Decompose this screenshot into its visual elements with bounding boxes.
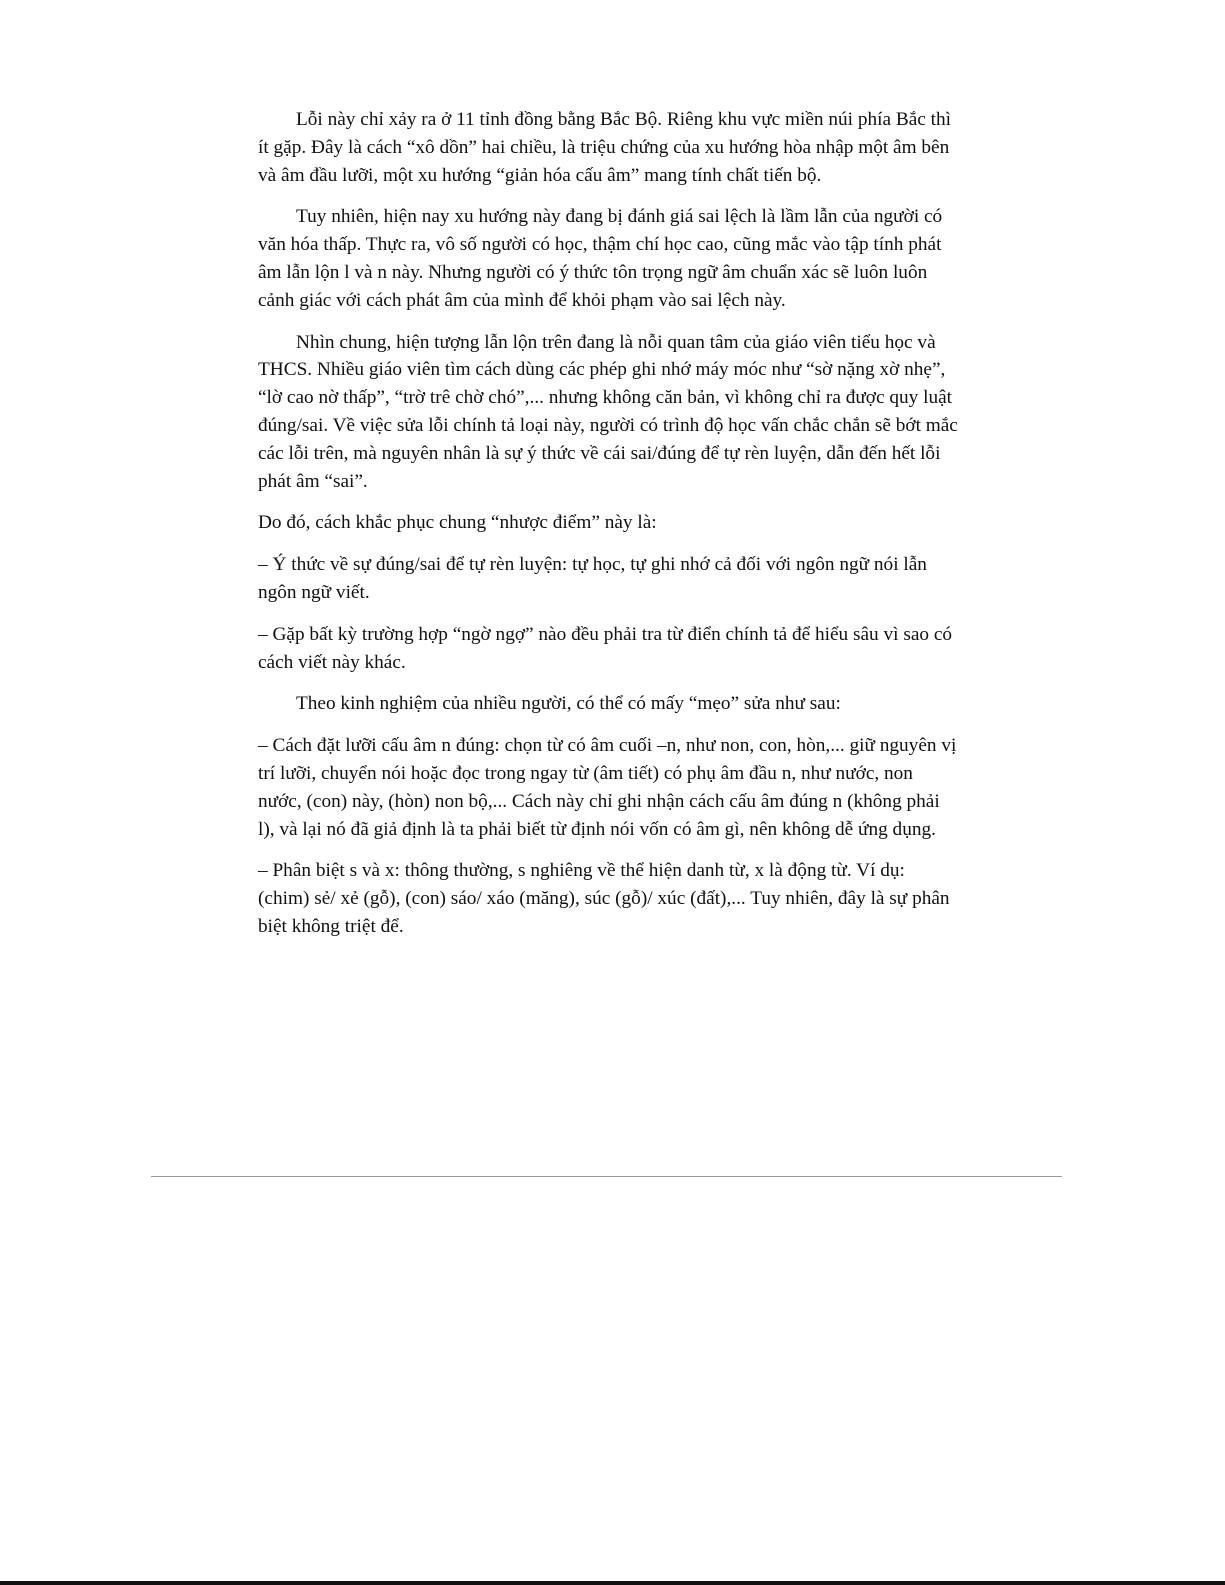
paragraph-5: – Ý thức về sự đúng/sai để tự rèn luyện: tự học, tự ghi nhớ cả đối với ngôn ngữ nói lẫn ngôn ngữ viết. bbox=[258, 554, 927, 603]
footer-divider bbox=[151, 1176, 1062, 1177]
paragraph-2: Tuy nhiên, hiện nay xu hướng này đang bị đánh giá sai lệch là lầm lẫn của người có văn hóa thấp. Thực ra, vô số người có học, thậm chí học cao, cũng mắc vào tập tính phát âm lẫn lộn l và n này. Nhưng người có ý thức tôn trọng ngữ âm chuẩn xác sẽ luôn luôn cảnh giác với cách phát âm của mình để khỏi phạm vào sai lệch này. bbox=[258, 206, 943, 311]
paragraph-3: Nhìn chung, hiện tượng lẫn lộn trên đang là nỗi quan tâm của giáo viên tiểu học và THCS. Nhiều giáo viên tìm cách dùng các phép ghi nhớ máy móc như “sờ nặng xờ nhẹ”, “lờ cao nờ thấp”, “trờ trê chờ chó”,... nhưng không căn bản, vì không chỉ ra được quy luật đúng/sai. Về việc sửa lỗi chính tả loại này, người có trình độ học vấn chắc chắn sẽ bớt mắc các lỗi trên, mà nguyên nhân là sự ý thức về cái sai/đúng để tự rèn luyện, dẫn đến hết lỗi phát âm “sai”. bbox=[258, 331, 958, 492]
paragraph-6: – Gặp bất kỳ trường hợp “ngờ ngợ” nào đều phải tra từ điển chính tả để hiểu sâu vì sao có cách viết này khác. bbox=[258, 623, 953, 673]
page-bottom-edge bbox=[0, 1581, 1225, 1585]
paragraph-8: – Cách đặt lưỡi cấu âm n đúng: chọn từ có âm cuối –n, như non, con, hòn,... giữ nguyên vị trí lưỡi, chuyển nói hoặc đọc trong ngay từ (âm tiết) có phụ âm đầu n, như nước, non nước, (con) này, (hòn) non bộ,... Cách này chỉ ghi nhận cách cấu âm đúng n (không phải l), và lại nó đã giả định là ta phải biết từ định nói vốn có âm gì, nên không dễ ứng dụng. bbox=[258, 735, 957, 840]
document-body bbox=[258, 106, 958, 955]
paragraph-1: Lỗi này chỉ xảy ra ở 11 tỉnh đồng bằng Bắc Bộ. Riêng khu vực miền núi phía Bắc thì ít gặp. Đây là cách “xô dồn” hai chiều, là triệu chứng của xu hướng hòa nhập một âm bên và âm đầu lưỡi, một xu hướng “giản hóa cấu âm” mang tính chất tiến bộ. bbox=[258, 109, 952, 186]
paragraph-7: Theo kinh nghiệm của nhiều người, có thể có mấy “mẹo” sửa như sau: bbox=[296, 693, 841, 715]
paragraph-4: Do đó, cách khắc phục chung “nhược điểm” này là: bbox=[258, 512, 657, 534]
paragraph-9: – Phân biệt s và x: thông thường, s nghiêng về thể hiện danh từ, x là động từ. Ví dụ: (chim) sẻ/ xẻ (gỗ), (con) sáo/ xáo (măng), súc (gỗ)/ xúc (đất),... Tuy nhiên, đây là sự phân biệt không triệt để. bbox=[258, 860, 950, 937]
